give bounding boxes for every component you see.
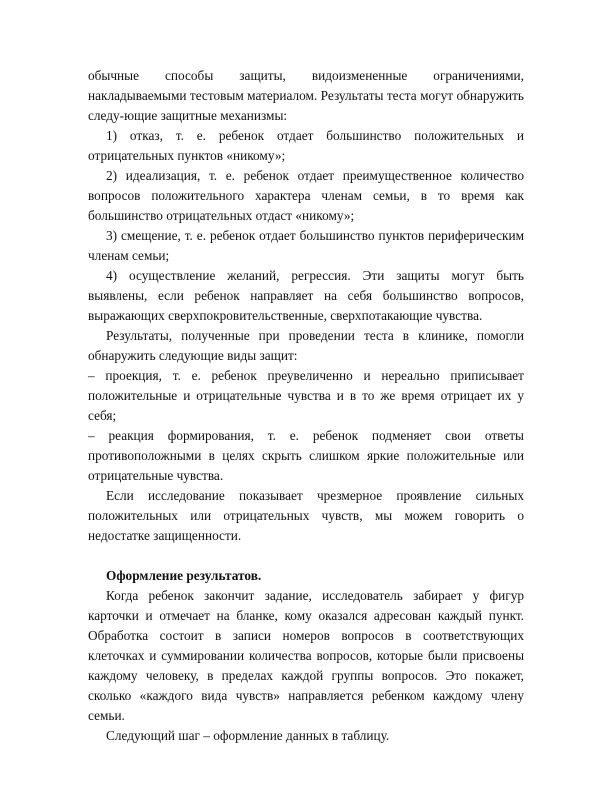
paragraph-denial: 1) отказ, т. е. ребенок отдает большинство положительных и отрицательных пунктов «никому»; bbox=[88, 128, 524, 163]
paragraph-idealization: 2) идеализация, т. е. ребенок отдает преимущественное количество вопросов положительного характера членам семьи, в то время как большинство отрицательных отдаст «никому»; bbox=[88, 168, 524, 223]
document-page bbox=[88, 66, 524, 746]
paragraph-next-step: Следующий шаг – оформление данных в таблицу. bbox=[106, 728, 390, 743]
paragraph-defense-intro: обычные способы защиты, видоизмененные ограничениями, накладываемыми тестовым материалом. Результаты теста могут обнаружить следу-ющие защитные механизмы: bbox=[88, 68, 524, 123]
paragraph-reaction-formation: – реакция формирования, т. е. ребенок подменяет свои ответы противоположными в целях скрыть слишком яркие положительные или отрицательные чувства. bbox=[88, 428, 524, 483]
paragraph-projection: – проекция, т. е. ребенок преувеличенно и нереально приписывает положительные и отрицательные чувства и в то же время отрицает их у себя; bbox=[88, 368, 524, 423]
paragraph-clinic-results: Результаты, полученные при проведении теста в клинике, помогли обнаружить следующие виды защит: bbox=[88, 328, 524, 363]
blank-line bbox=[88, 546, 524, 566]
paragraph-displacement: 3) смещение, т. е. ребенок отдает большинство пунктов периферическим членам семьи; bbox=[88, 228, 524, 263]
paragraph-insecurity: Если исследование показывает чрезмерное проявление сильных положительных или отрицательных чувств, мы можем говорить о недостатке защищенности. bbox=[88, 488, 524, 543]
paragraph-wish-fulfillment: 4) осуществление желаний, регрессия. Эти защиты могут быть выявлены, если ребенок направляет на себя большинство вопросов, выражающих сверхпокровительственные, сверхпотакающие чувства. bbox=[88, 268, 524, 323]
section-heading: Оформление результатов. bbox=[106, 568, 262, 583]
paragraph-processing: Когда ребенок закончит задание, исследователь забирает у фигур карточки и отмечает на бланке, кому оказался адресован каждый пункт. Обработка состоит в записи номеров вопросов в соответствующих клеточках и суммировании количества вопросов, которые были присвоены каждому человеку, в пределах каждой группы вопросов. Это покажет, сколько «каждого вида чувств» направляется ребенком каждому члену семьи. bbox=[88, 588, 524, 723]
